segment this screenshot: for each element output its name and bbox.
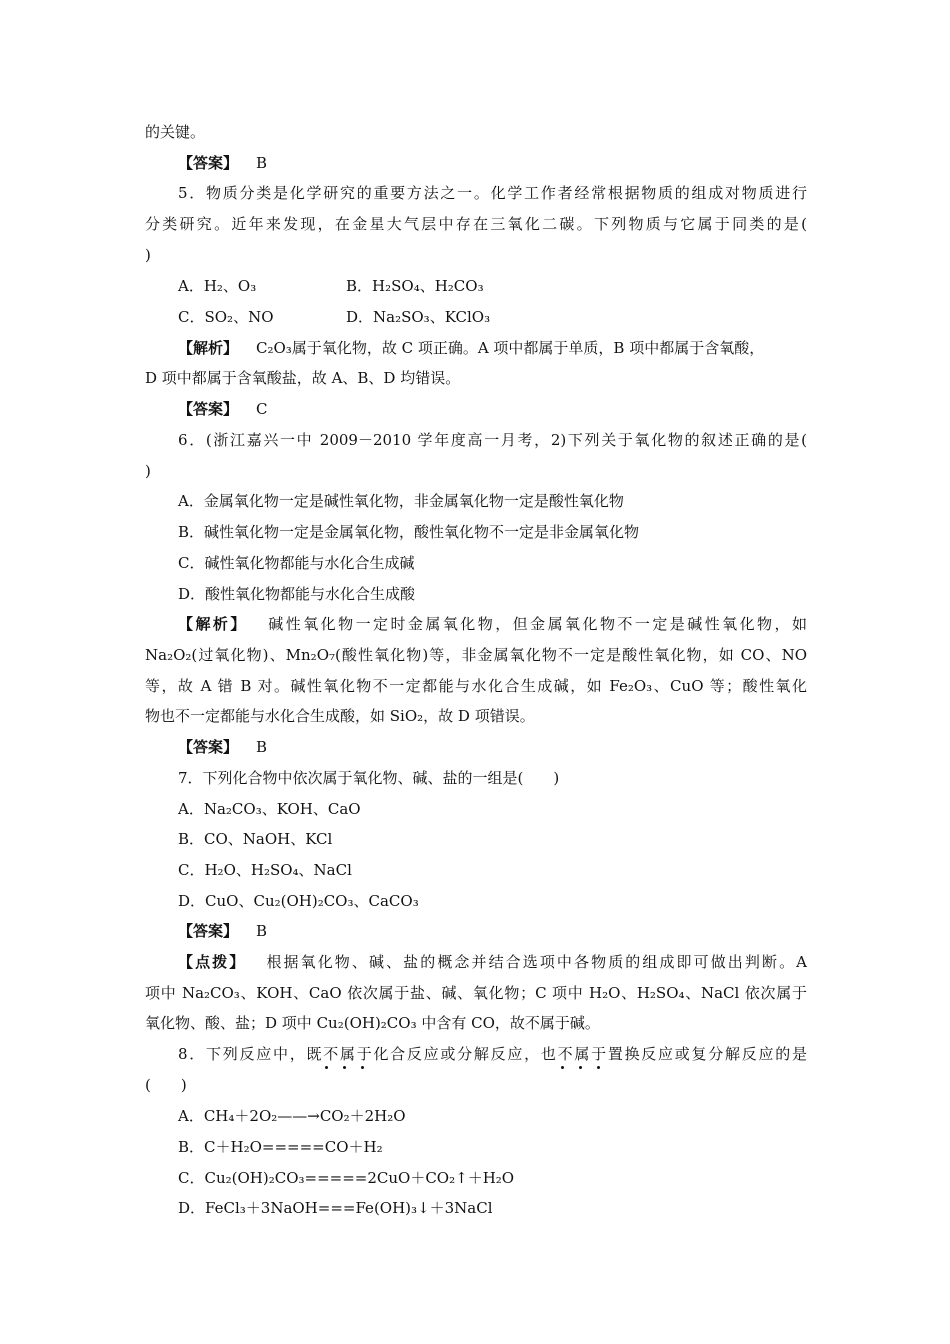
question-6-text: 6．(浙江嘉兴一中 2009－2010 学年度高一月考，2)下列关于氧化物的叙述正确的是( (178, 431, 807, 449)
explanation-text: Na₂O₂(过氧化物)、Mn₂O₇(酸性氧化物)等，非金属氧化物不一定是酸性氧化物，如 CO、NO (145, 646, 807, 664)
answer-line (178, 921, 267, 941)
explanation-line (178, 338, 764, 358)
option-d: D．酸性氧化物都能与水化合生成酸 (178, 585, 416, 603)
option-a: A．金属氧化物一定是碱性氧化物，非金属氧化物一定是酸性氧化物 (178, 492, 624, 510)
option-a: A．H₂、O₃ (178, 277, 257, 295)
answer-tag: 【答案】 (178, 154, 239, 172)
answer-line (178, 399, 268, 419)
explanation-text: D 项中都属于含氧酸盐，故 A、B、D 均错误。 (145, 369, 461, 387)
explanation-tag: 【解析】 (178, 615, 248, 633)
question-5-text: ) (145, 246, 151, 264)
answer-value: C (256, 400, 268, 418)
question-6-text: ) (145, 462, 151, 480)
option-c: C．H₂O、H₂SO₄、NaCl (178, 861, 352, 879)
answer-tag: 【答案】 (178, 400, 239, 418)
answer-value: B (256, 922, 268, 940)
explanation-tag: 【解析】 (178, 339, 239, 357)
question-8-text: ( ) (145, 1076, 187, 1094)
option-c: C．SO₂、NO (178, 308, 274, 326)
option-a: A．Na₂CO₃、KOH、CaO (178, 800, 361, 818)
answer-line (178, 153, 267, 173)
tip-line (178, 952, 807, 972)
question-7-text: 7．下列化合物中依次属于氧化物、碱、盐的一组是( ) (178, 769, 560, 787)
option-b: B．C＋H₂O=====CO＋H₂ (178, 1138, 383, 1156)
question-5-text: 分类研究。近年来发现，在金星大气层中存在三氧化二碳。下列物质与它属于同类的是( (145, 215, 807, 233)
explanation-text: 等，故 A 错 B 对。碱性氧化物不一定都能与水化合生成碱，如 Fe₂O₃、CuO 等；酸性氧化 (145, 677, 807, 695)
answer-tag: 【答案】 (178, 738, 239, 756)
text-line: 的关键。 (145, 123, 206, 141)
explanation-text: 物也不一定都能与水化合生成酸，如 SiO₂，故 D 项错误。 (145, 707, 535, 725)
tip-tag: 【点拨】 (178, 953, 247, 971)
explanation-text: C₂O₃属于氧化物，故 C 项正确。A 项中都属于单质，B 项中都属于含氧酸， (256, 339, 765, 357)
option-c: C．碱性氧化物都能与水化合生成碱 (178, 554, 415, 572)
question-5-text: 5．物质分类是化学研究的重要方法之一。化学工作者经常根据物质的组成对物质进行 (178, 184, 807, 202)
tip-text: 根据氧化物、碱、盐的概念并结合选项中各物质的组成即可做出判断。A (264, 953, 807, 971)
explanation-text: 碱性氧化物一定时金属氧化物，但金属氧化物不一定是碱性氧化物，如 (265, 615, 807, 633)
tip-text: 项中 Na₂CO₃、KOH、CaO 依次属于盐、碱、氧化物；C 项中 H₂O、H₂SO₄、NaCl 依次属于 (145, 984, 807, 1002)
option-d: D．Na₂SO₃、KClO₃ (346, 308, 491, 326)
option-b: B．H₂SO₄、H₂CO₃ (346, 277, 484, 295)
answer-tag: 【答案】 (178, 922, 239, 940)
explanation-line (178, 614, 807, 634)
answer-value: B (256, 738, 268, 756)
option-b: B．碱性氧化物一定是金属氧化物，酸性氧化物不一定是非金属氧化物 (178, 523, 640, 541)
option-c: C．Cu₂(OH)₂CO₃=====2CuO＋CO₂↑＋H₂O (178, 1169, 515, 1187)
option-b: B．CO、NaOH、KCl (178, 830, 333, 848)
answer-value: B (256, 154, 268, 172)
option-d: D．CuO、Cu₂(OH)₂CO₃、CaCO₃ (178, 892, 419, 910)
option-a: A．CH₄＋2O₂——→CO₂＋2H₂O (178, 1107, 406, 1125)
tip-text: 氧化物、酸、盐；D 项中 Cu₂(OH)₂CO₃ 中含有 CO，故不属于碱。 (145, 1014, 600, 1032)
question-8-text: 8．下列反应中，既不属于化合反应或分解反应，也不属于置换反应或复分解反应的是 (178, 1045, 807, 1063)
answer-line (178, 737, 267, 757)
option-d: D．FeCl₃＋3NaOH===Fe(OH)₃↓＋3NaCl (178, 1199, 493, 1217)
